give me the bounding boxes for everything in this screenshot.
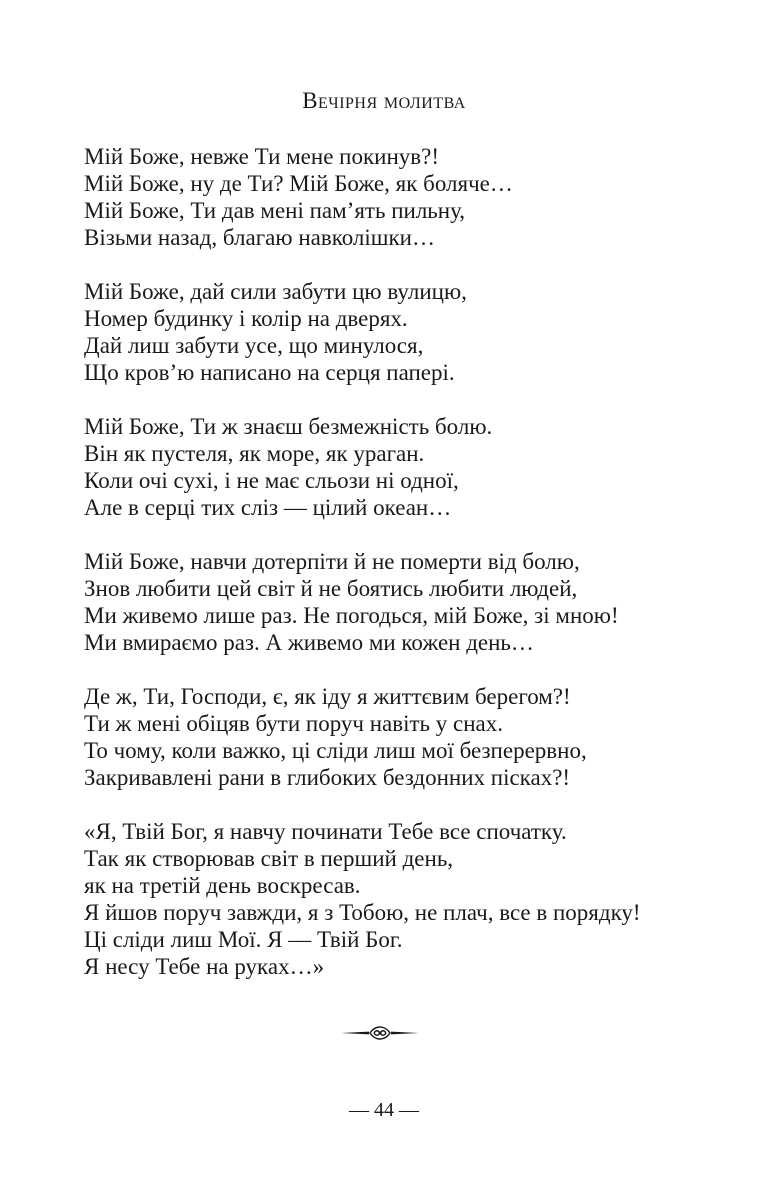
poem-line: Номер будинку і колір на дверях. (84, 306, 408, 331)
poem-line: Ти ж мені обіцяв бути поруч навіть у снах. (84, 711, 504, 736)
poem-line: Дай лиш забути усе, що минулося, (84, 333, 424, 358)
poem-line: Я несу Тебе на руках…» (84, 954, 325, 979)
poem-line: Візьми назад, благаю навколішки… (84, 225, 435, 250)
stanza (84, 143, 734, 251)
poem-line: Так як створював світ в перший день, (84, 846, 454, 871)
poem-line: Ці сліди лиш Мої. Я — Твій Бог. (84, 927, 403, 952)
poem-line: як на третій день воскресав. (84, 873, 361, 898)
poem-line: Мій Боже, дай сили забути цю вулицю, (84, 279, 467, 304)
stanza (84, 683, 734, 791)
poem-line: Мій Боже, навчи дотерпіти й не померти від болю, (84, 549, 580, 574)
poem-line: Мій Боже, Ти ж знаєш безмежність болю. (84, 414, 493, 439)
poem-line: Де ж, Ти, Господи, є, як іду я життєвим берегом?! (84, 684, 571, 709)
stanza (84, 818, 734, 980)
stanza (84, 413, 734, 521)
poem-line: Ми живемо лише раз. Не погодься, мій Боже, зі мною! (84, 603, 619, 628)
poem-line: Коли очі сухі, і не має сльози ні одної, (84, 468, 459, 493)
page-number: — 44 — (349, 1099, 419, 1121)
stanza (84, 278, 734, 386)
poem-line: Мій Боже, Ти дав мені пам’ять пильну, (84, 198, 466, 223)
poem-line: Я йшов поруч завжди, я з Тобою, не плач, все в порядку! (84, 900, 641, 925)
poem-line: Але в серці тих сліз — цілий океан… (84, 495, 452, 520)
ornament-divider-icon (339, 1022, 421, 1044)
poem-line: Знов любити цей світ й не боятись любити людей, (84, 576, 578, 601)
poem-line: Мій Боже, ну де Ти? Мій Боже, як боляче… (84, 171, 513, 196)
poem-line: Ми вмираємо раз. А живемо ми кожен день… (84, 630, 534, 655)
stanza (84, 548, 734, 656)
poem-line: «Я, Твій Бог, я навчу починати Тебе все спочатку. (84, 819, 567, 844)
poem-line: То чому, коли важко, ці сліди лиш мої безперервно, (84, 738, 587, 763)
poem-body (84, 143, 734, 1007)
poem-line: Що кров’ю написано на серця папері. (84, 360, 455, 385)
poem-title: Вечірня молитва (302, 88, 466, 113)
poem-line: Він як пустеля, як море, як ураган. (84, 441, 425, 466)
poem-line: Закривавлені рани в глибоких бездонних пісках?! (84, 765, 571, 790)
poem-line: Мій Боже, невже Ти мене покинув?! (84, 144, 439, 169)
